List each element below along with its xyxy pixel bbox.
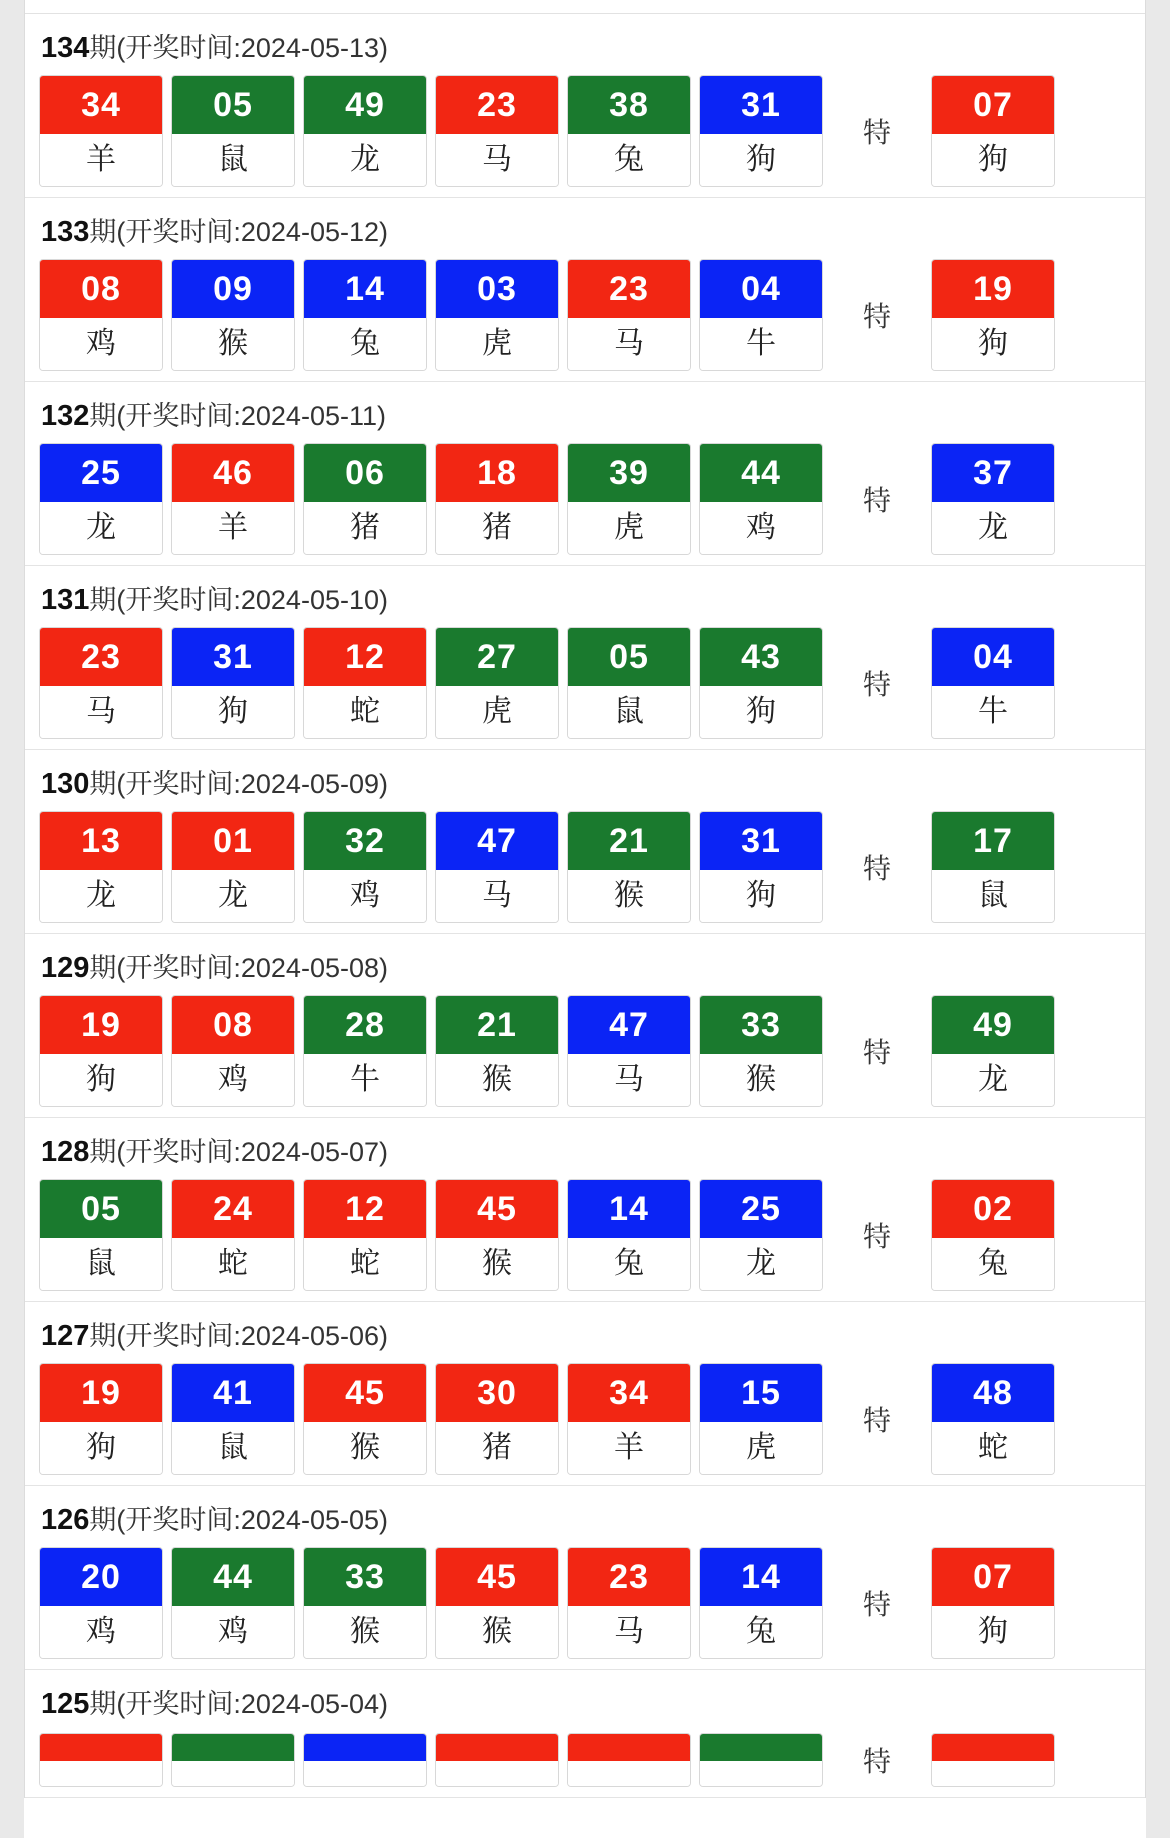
ball-zodiac: 蛇	[172, 1238, 294, 1290]
ball-zodiac: 猴	[436, 1054, 558, 1106]
normal-ball	[303, 443, 427, 555]
ball-zodiac: 鸡	[172, 1606, 294, 1658]
balls-row	[25, 627, 1145, 739]
ball-number: 27	[436, 628, 558, 686]
normal-ball	[303, 1547, 427, 1659]
ball-zodiac: 猴	[700, 1054, 822, 1106]
balls-row	[25, 443, 1145, 555]
ball-number: 09	[172, 260, 294, 318]
draw-header	[25, 382, 1145, 443]
draw-row	[25, 1302, 1145, 1486]
special-ball-label: 特	[862, 1221, 891, 1252]
ball-zodiac: 猪	[436, 1422, 558, 1474]
ball-number: 23	[568, 260, 690, 318]
ball-zodiac	[304, 1761, 426, 1786]
draw-date-text: 期(开奖时间:2024-05-06)	[89, 1321, 388, 1351]
ball-number: 44	[700, 444, 822, 502]
ball-zodiac: 猴	[436, 1238, 558, 1290]
ball-zodiac	[932, 1761, 1054, 1786]
draw-row	[25, 198, 1145, 382]
normal-ball	[435, 627, 559, 739]
ball-number: 37	[932, 444, 1054, 502]
ball-zodiac: 鸡	[700, 502, 822, 554]
normal-ball	[699, 811, 823, 923]
normal-ball	[435, 443, 559, 555]
draw-header	[25, 934, 1145, 995]
normal-ball	[39, 1179, 163, 1291]
ball-number: 08	[172, 996, 294, 1054]
ball-number: 14	[700, 1548, 822, 1606]
balls-row	[25, 1179, 1145, 1291]
normal-ball	[171, 627, 295, 739]
results-board	[24, 0, 1146, 1798]
ball-number: 04	[932, 628, 1054, 686]
normal-ball	[435, 995, 559, 1107]
ball-number: 12	[304, 628, 426, 686]
normal-ball	[435, 1179, 559, 1291]
draw-issue-number: 126	[41, 1504, 90, 1536]
ball-zodiac: 鼠	[172, 1422, 294, 1474]
draw-issue-number: 134	[41, 32, 90, 64]
ball-number: 25	[40, 444, 162, 502]
normal-ball	[39, 995, 163, 1107]
ball-zodiac: 狗	[932, 134, 1054, 186]
special-ball-label: 特	[862, 1037, 891, 1068]
normal-ball	[567, 1547, 691, 1659]
draw-row	[25, 750, 1145, 934]
draw-date-text: 期(开奖时间:2024-05-09)	[89, 769, 388, 799]
special-ball-label: 特	[862, 485, 891, 516]
special-ball-label: 特	[862, 1746, 891, 1777]
ball-zodiac: 蛇	[932, 1422, 1054, 1474]
ball-number: 19	[40, 996, 162, 1054]
ball-number: 02	[932, 1180, 1054, 1238]
ball-number: 34	[568, 1364, 690, 1422]
ball-number: 21	[436, 996, 558, 1054]
ball-number: 20	[40, 1548, 162, 1606]
ball-number: 45	[436, 1548, 558, 1606]
draw-header	[25, 198, 1145, 259]
normal-ball	[303, 627, 427, 739]
ball-number: 14	[568, 1180, 690, 1238]
ball-zodiac: 狗	[700, 134, 822, 186]
draw-date-text: 期(开奖时间:2024-05-07)	[89, 1137, 388, 1167]
ball-zodiac: 羊	[40, 134, 162, 186]
ball-zodiac: 鼠	[172, 134, 294, 186]
draw-row	[25, 14, 1145, 198]
ball-zodiac: 狗	[172, 686, 294, 738]
ball-number: 23	[436, 76, 558, 134]
normal-ball	[699, 627, 823, 739]
draw-date-text: 期(开奖时间:2024-05-12)	[89, 217, 388, 247]
ball-zodiac: 龙	[932, 502, 1054, 554]
ball-zodiac	[568, 1761, 690, 1786]
special-ball-label: 特	[862, 301, 891, 332]
balls-row	[25, 1733, 1145, 1787]
normal-ball	[39, 75, 163, 187]
ball-zodiac: 牛	[700, 318, 822, 370]
normal-ball	[435, 259, 559, 371]
ball-zodiac: 马	[40, 686, 162, 738]
special-ball-label: 特	[862, 1405, 891, 1436]
ball-number: 23	[40, 628, 162, 686]
normal-ball	[39, 1547, 163, 1659]
ball-number: 21	[568, 812, 690, 870]
ball-number	[40, 1734, 162, 1761]
ball-number: 05	[172, 76, 294, 134]
right-gutter	[1146, 0, 1170, 1838]
normal-ball	[39, 811, 163, 923]
ball-number: 31	[700, 812, 822, 870]
special-ball	[931, 1363, 1055, 1475]
ball-number: 04	[700, 260, 822, 318]
normal-ball	[171, 443, 295, 555]
ball-zodiac: 马	[436, 134, 558, 186]
normal-ball	[171, 995, 295, 1107]
ball-zodiac: 虎	[700, 1422, 822, 1474]
ball-zodiac: 兔	[700, 1606, 822, 1658]
normal-ball	[567, 259, 691, 371]
special-ball-label: 特	[862, 117, 891, 148]
ball-zodiac	[40, 1761, 162, 1786]
draw-header	[25, 566, 1145, 627]
normal-ball	[303, 75, 427, 187]
ball-number: 33	[304, 1548, 426, 1606]
ball-number: 48	[932, 1364, 1054, 1422]
ball-number	[172, 1734, 294, 1761]
ball-zodiac	[436, 1761, 558, 1786]
special-ball	[931, 811, 1055, 923]
ball-number: 41	[172, 1364, 294, 1422]
ball-number: 47	[436, 812, 558, 870]
ball-zodiac: 虎	[436, 318, 558, 370]
ball-zodiac: 龙	[304, 134, 426, 186]
normal-ball	[171, 1733, 295, 1787]
ball-zodiac	[172, 1761, 294, 1786]
draw-date-text: 期(开奖时间:2024-05-10)	[89, 585, 388, 615]
draw-list	[25, 14, 1145, 1798]
normal-ball	[699, 75, 823, 187]
ball-number: 23	[568, 1548, 690, 1606]
special-ball	[931, 259, 1055, 371]
special-ball-label: 特	[862, 669, 891, 700]
draw-issue-number: 130	[41, 768, 90, 800]
normal-ball	[567, 811, 691, 923]
draw-row	[25, 934, 1145, 1118]
ball-number: 25	[700, 1180, 822, 1238]
draw-issue-number: 125	[41, 1688, 90, 1720]
draw-issue-number: 133	[41, 216, 90, 248]
ball-number: 31	[172, 628, 294, 686]
special-ball-label: 特	[862, 1589, 891, 1620]
ball-number: 19	[40, 1364, 162, 1422]
ball-number: 45	[304, 1364, 426, 1422]
normal-ball	[303, 1179, 427, 1291]
special-ball	[931, 1733, 1055, 1787]
ball-zodiac: 兔	[304, 318, 426, 370]
draw-date-text: 期(开奖时间:2024-05-08)	[89, 953, 388, 983]
normal-ball	[699, 1733, 823, 1787]
draw-date-text: 期(开奖时间:2024-05-05)	[89, 1505, 388, 1535]
ball-number: 28	[304, 996, 426, 1054]
draw-row	[25, 566, 1145, 750]
normal-ball	[39, 1733, 163, 1787]
ball-zodiac: 马	[568, 1054, 690, 1106]
normal-ball	[303, 259, 427, 371]
normal-ball	[303, 1733, 427, 1787]
left-gutter	[0, 0, 24, 1838]
normal-ball	[699, 443, 823, 555]
normal-ball	[567, 75, 691, 187]
normal-ball	[567, 1733, 691, 1787]
special-ball	[931, 75, 1055, 187]
ball-number: 49	[932, 996, 1054, 1054]
ball-zodiac: 鼠	[568, 686, 690, 738]
draw-row	[25, 1486, 1145, 1670]
normal-ball	[699, 1179, 823, 1291]
balls-row	[25, 811, 1145, 923]
balls-row	[25, 1547, 1145, 1659]
special-ball	[931, 627, 1055, 739]
special-ball	[931, 1547, 1055, 1659]
draw-issue-number: 127	[41, 1320, 90, 1352]
ball-zodiac: 蛇	[304, 686, 426, 738]
normal-ball	[435, 75, 559, 187]
ball-number: 46	[172, 444, 294, 502]
normal-ball	[567, 1179, 691, 1291]
ball-zodiac: 猴	[304, 1606, 426, 1658]
draw-header	[25, 1302, 1145, 1363]
draw-header	[25, 14, 1145, 75]
normal-ball	[435, 811, 559, 923]
ball-zodiac: 狗	[932, 318, 1054, 370]
normal-ball	[699, 1547, 823, 1659]
ball-zodiac: 马	[568, 318, 690, 370]
ball-zodiac: 猴	[568, 870, 690, 922]
draw-issue-number: 131	[41, 584, 90, 616]
ball-zodiac: 兔	[568, 134, 690, 186]
ball-number: 47	[568, 996, 690, 1054]
ball-number: 38	[568, 76, 690, 134]
ball-zodiac: 狗	[40, 1054, 162, 1106]
ball-zodiac: 虎	[436, 686, 558, 738]
ball-number: 24	[172, 1180, 294, 1238]
normal-ball	[303, 995, 427, 1107]
normal-ball	[567, 995, 691, 1107]
normal-ball	[567, 1363, 691, 1475]
normal-ball	[567, 627, 691, 739]
ball-zodiac: 猪	[304, 502, 426, 554]
ball-zodiac: 牛	[932, 686, 1054, 738]
ball-number	[304, 1734, 426, 1761]
ball-zodiac: 鸡	[304, 870, 426, 922]
ball-zodiac: 鸡	[40, 318, 162, 370]
draw-issue-number: 132	[41, 400, 90, 432]
normal-ball	[303, 1363, 427, 1475]
ball-zodiac: 马	[568, 1606, 690, 1658]
ball-number: 18	[436, 444, 558, 502]
ball-zodiac: 狗	[932, 1606, 1054, 1658]
ball-number: 17	[932, 812, 1054, 870]
ball-number: 39	[568, 444, 690, 502]
ball-number: 33	[700, 996, 822, 1054]
ball-zodiac: 猴	[436, 1606, 558, 1658]
ball-zodiac: 龙	[40, 870, 162, 922]
normal-ball	[39, 1363, 163, 1475]
ball-zodiac: 龙	[700, 1238, 822, 1290]
balls-row	[25, 259, 1145, 371]
balls-row	[25, 995, 1145, 1107]
draw-date-text: 期(开奖时间:2024-05-04)	[89, 1689, 388, 1719]
normal-ball	[435, 1547, 559, 1659]
balls-row	[25, 75, 1145, 187]
normal-ball	[699, 995, 823, 1107]
ball-zodiac: 鸡	[40, 1606, 162, 1658]
ball-zodiac: 虎	[568, 502, 690, 554]
top-strip	[25, 0, 1145, 14]
ball-zodiac: 鼠	[40, 1238, 162, 1290]
ball-number: 08	[40, 260, 162, 318]
draw-header	[25, 1670, 1145, 1731]
normal-ball	[171, 811, 295, 923]
special-ball	[931, 995, 1055, 1107]
ball-zodiac	[700, 1761, 822, 1786]
draw-row	[25, 382, 1145, 566]
ball-zodiac: 鼠	[932, 870, 1054, 922]
ball-zodiac: 龙	[932, 1054, 1054, 1106]
ball-number: 19	[932, 260, 1054, 318]
draw-header	[25, 1486, 1145, 1547]
normal-ball	[435, 1733, 559, 1787]
draw-header	[25, 1118, 1145, 1179]
ball-zodiac: 兔	[568, 1238, 690, 1290]
ball-zodiac: 羊	[568, 1422, 690, 1474]
ball-number	[932, 1734, 1054, 1761]
ball-number: 34	[40, 76, 162, 134]
draw-date-text: 期(开奖时间:2024-05-13)	[89, 33, 388, 63]
ball-number: 49	[304, 76, 426, 134]
ball-number: 07	[932, 1548, 1054, 1606]
ball-number: 15	[700, 1364, 822, 1422]
ball-number: 07	[932, 76, 1054, 134]
normal-ball	[303, 811, 427, 923]
ball-zodiac: 龙	[40, 502, 162, 554]
ball-zodiac: 马	[436, 870, 558, 922]
ball-number	[436, 1734, 558, 1761]
ball-number	[568, 1734, 690, 1761]
ball-number: 32	[304, 812, 426, 870]
draw-header	[25, 750, 1145, 811]
ball-number	[700, 1734, 822, 1761]
special-ball	[931, 1179, 1055, 1291]
draw-row	[25, 1670, 1145, 1798]
normal-ball	[39, 627, 163, 739]
ball-number: 14	[304, 260, 426, 318]
normal-ball	[171, 75, 295, 187]
ball-number: 44	[172, 1548, 294, 1606]
ball-number: 05	[40, 1180, 162, 1238]
ball-zodiac: 猴	[172, 318, 294, 370]
normal-ball	[171, 259, 295, 371]
normal-ball	[39, 443, 163, 555]
normal-ball	[171, 1179, 295, 1291]
ball-number: 31	[700, 76, 822, 134]
ball-zodiac: 狗	[700, 870, 822, 922]
draw-issue-number: 129	[41, 952, 90, 984]
ball-number: 45	[436, 1180, 558, 1238]
ball-zodiac: 龙	[172, 870, 294, 922]
normal-ball	[699, 1363, 823, 1475]
normal-ball	[39, 259, 163, 371]
ball-zodiac: 羊	[172, 502, 294, 554]
ball-number: 43	[700, 628, 822, 686]
normal-ball	[699, 259, 823, 371]
ball-number: 06	[304, 444, 426, 502]
ball-number: 05	[568, 628, 690, 686]
ball-zodiac: 猪	[436, 502, 558, 554]
ball-zodiac: 牛	[304, 1054, 426, 1106]
special-ball-label: 特	[862, 853, 891, 884]
normal-ball	[171, 1547, 295, 1659]
ball-number: 30	[436, 1364, 558, 1422]
normal-ball	[435, 1363, 559, 1475]
normal-ball	[171, 1363, 295, 1475]
ball-zodiac: 狗	[40, 1422, 162, 1474]
draw-row	[25, 1118, 1145, 1302]
ball-number: 01	[172, 812, 294, 870]
special-ball	[931, 443, 1055, 555]
ball-zodiac: 猴	[304, 1422, 426, 1474]
normal-ball	[567, 443, 691, 555]
draw-issue-number: 128	[41, 1136, 90, 1168]
balls-row	[25, 1363, 1145, 1475]
ball-number: 13	[40, 812, 162, 870]
ball-zodiac: 鸡	[172, 1054, 294, 1106]
ball-zodiac: 蛇	[304, 1238, 426, 1290]
ball-number: 12	[304, 1180, 426, 1238]
ball-zodiac: 兔	[932, 1238, 1054, 1290]
ball-zodiac: 狗	[700, 686, 822, 738]
draw-date-text: 期(开奖时间:2024-05-11)	[89, 401, 386, 431]
ball-number: 03	[436, 260, 558, 318]
